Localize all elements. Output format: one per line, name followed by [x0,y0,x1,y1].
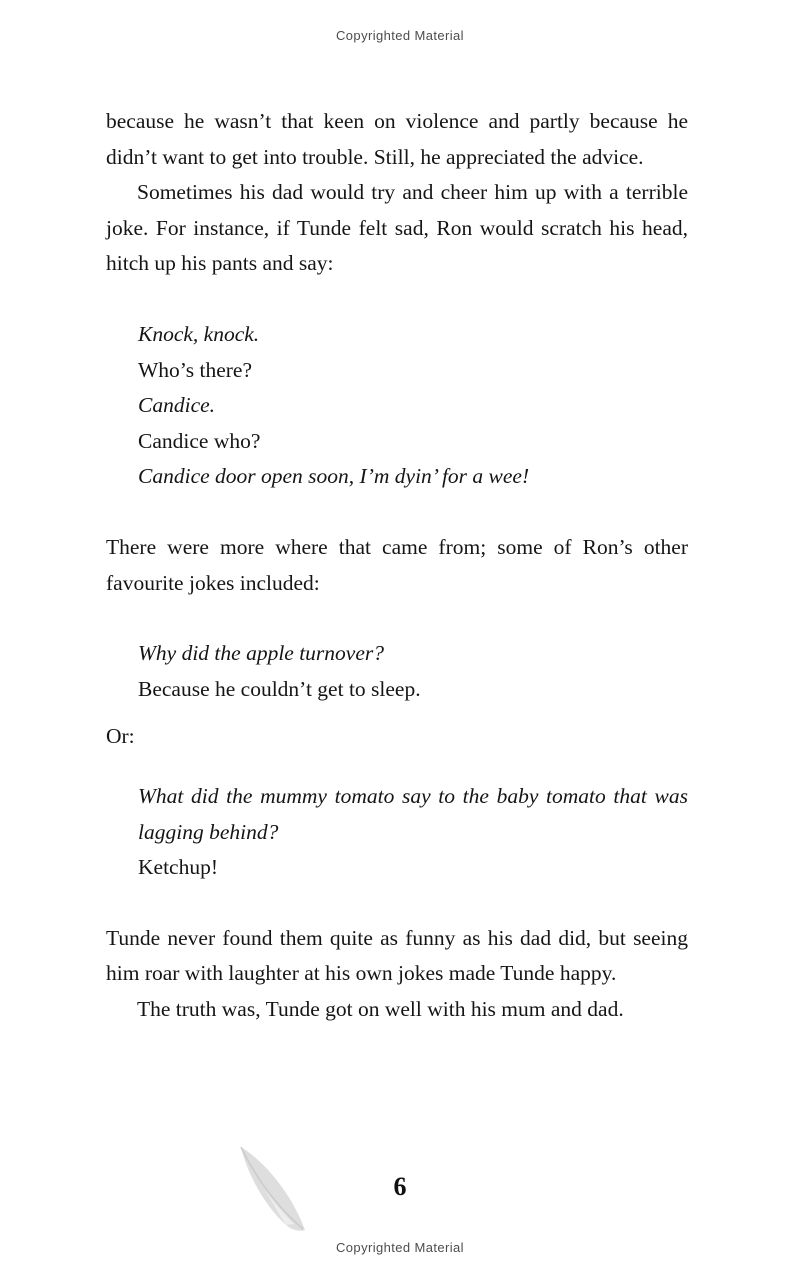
page-number: 6 [393,1172,407,1201]
joke-line: Who’s there? [138,357,253,382]
joke-line: Why did the apple turnover? [138,641,385,666]
paragraph: Tunde never found them quite as funny as his dad did, but seeing him roar with laughter at his own jokes made Tunde happy. [106,925,688,986]
tomato-joke [106,779,688,886]
copyright-notice-bottom: Copyrighted Material [336,1240,464,1255]
joke-line: Knock, knock. [138,321,260,346]
joke-line: Candice. [138,393,216,418]
paragraph: because he wasn’t that keen on violence and partly because he didn’t want to get into trouble. Still, he appreciated the advice. [106,109,688,169]
paragraph: The truth was, Tunde got on well with his mum and dad. [137,996,624,1021]
paragraph: There were more where that came from; some of Ron’s other favourite jokes included: [106,534,688,595]
page-body [106,104,688,1027]
joke-line: Candice who? [138,428,261,453]
paragraph: Sometimes his dad would try and cheer him up with a terrible joke. For instance, if Tunde felt sad, Ron would scratch his head, hitch up his pants and say: [106,180,688,276]
copyright-notice-top: Copyrighted Material [336,28,464,43]
joke-line: Candice door open soon, I’m dyin’ for a wee! [138,464,530,489]
page-footer [0,1140,800,1240]
or-label: Or: [106,724,135,749]
knock-knock-joke [106,317,688,495]
apple-joke [106,636,688,707]
joke-line: What did the mummy tomato say to the baby tomato that was lagging behind? [138,783,688,844]
joke-line: Ketchup! [138,855,218,880]
joke-line: Because he couldn’t get to sleep. [138,676,421,701]
